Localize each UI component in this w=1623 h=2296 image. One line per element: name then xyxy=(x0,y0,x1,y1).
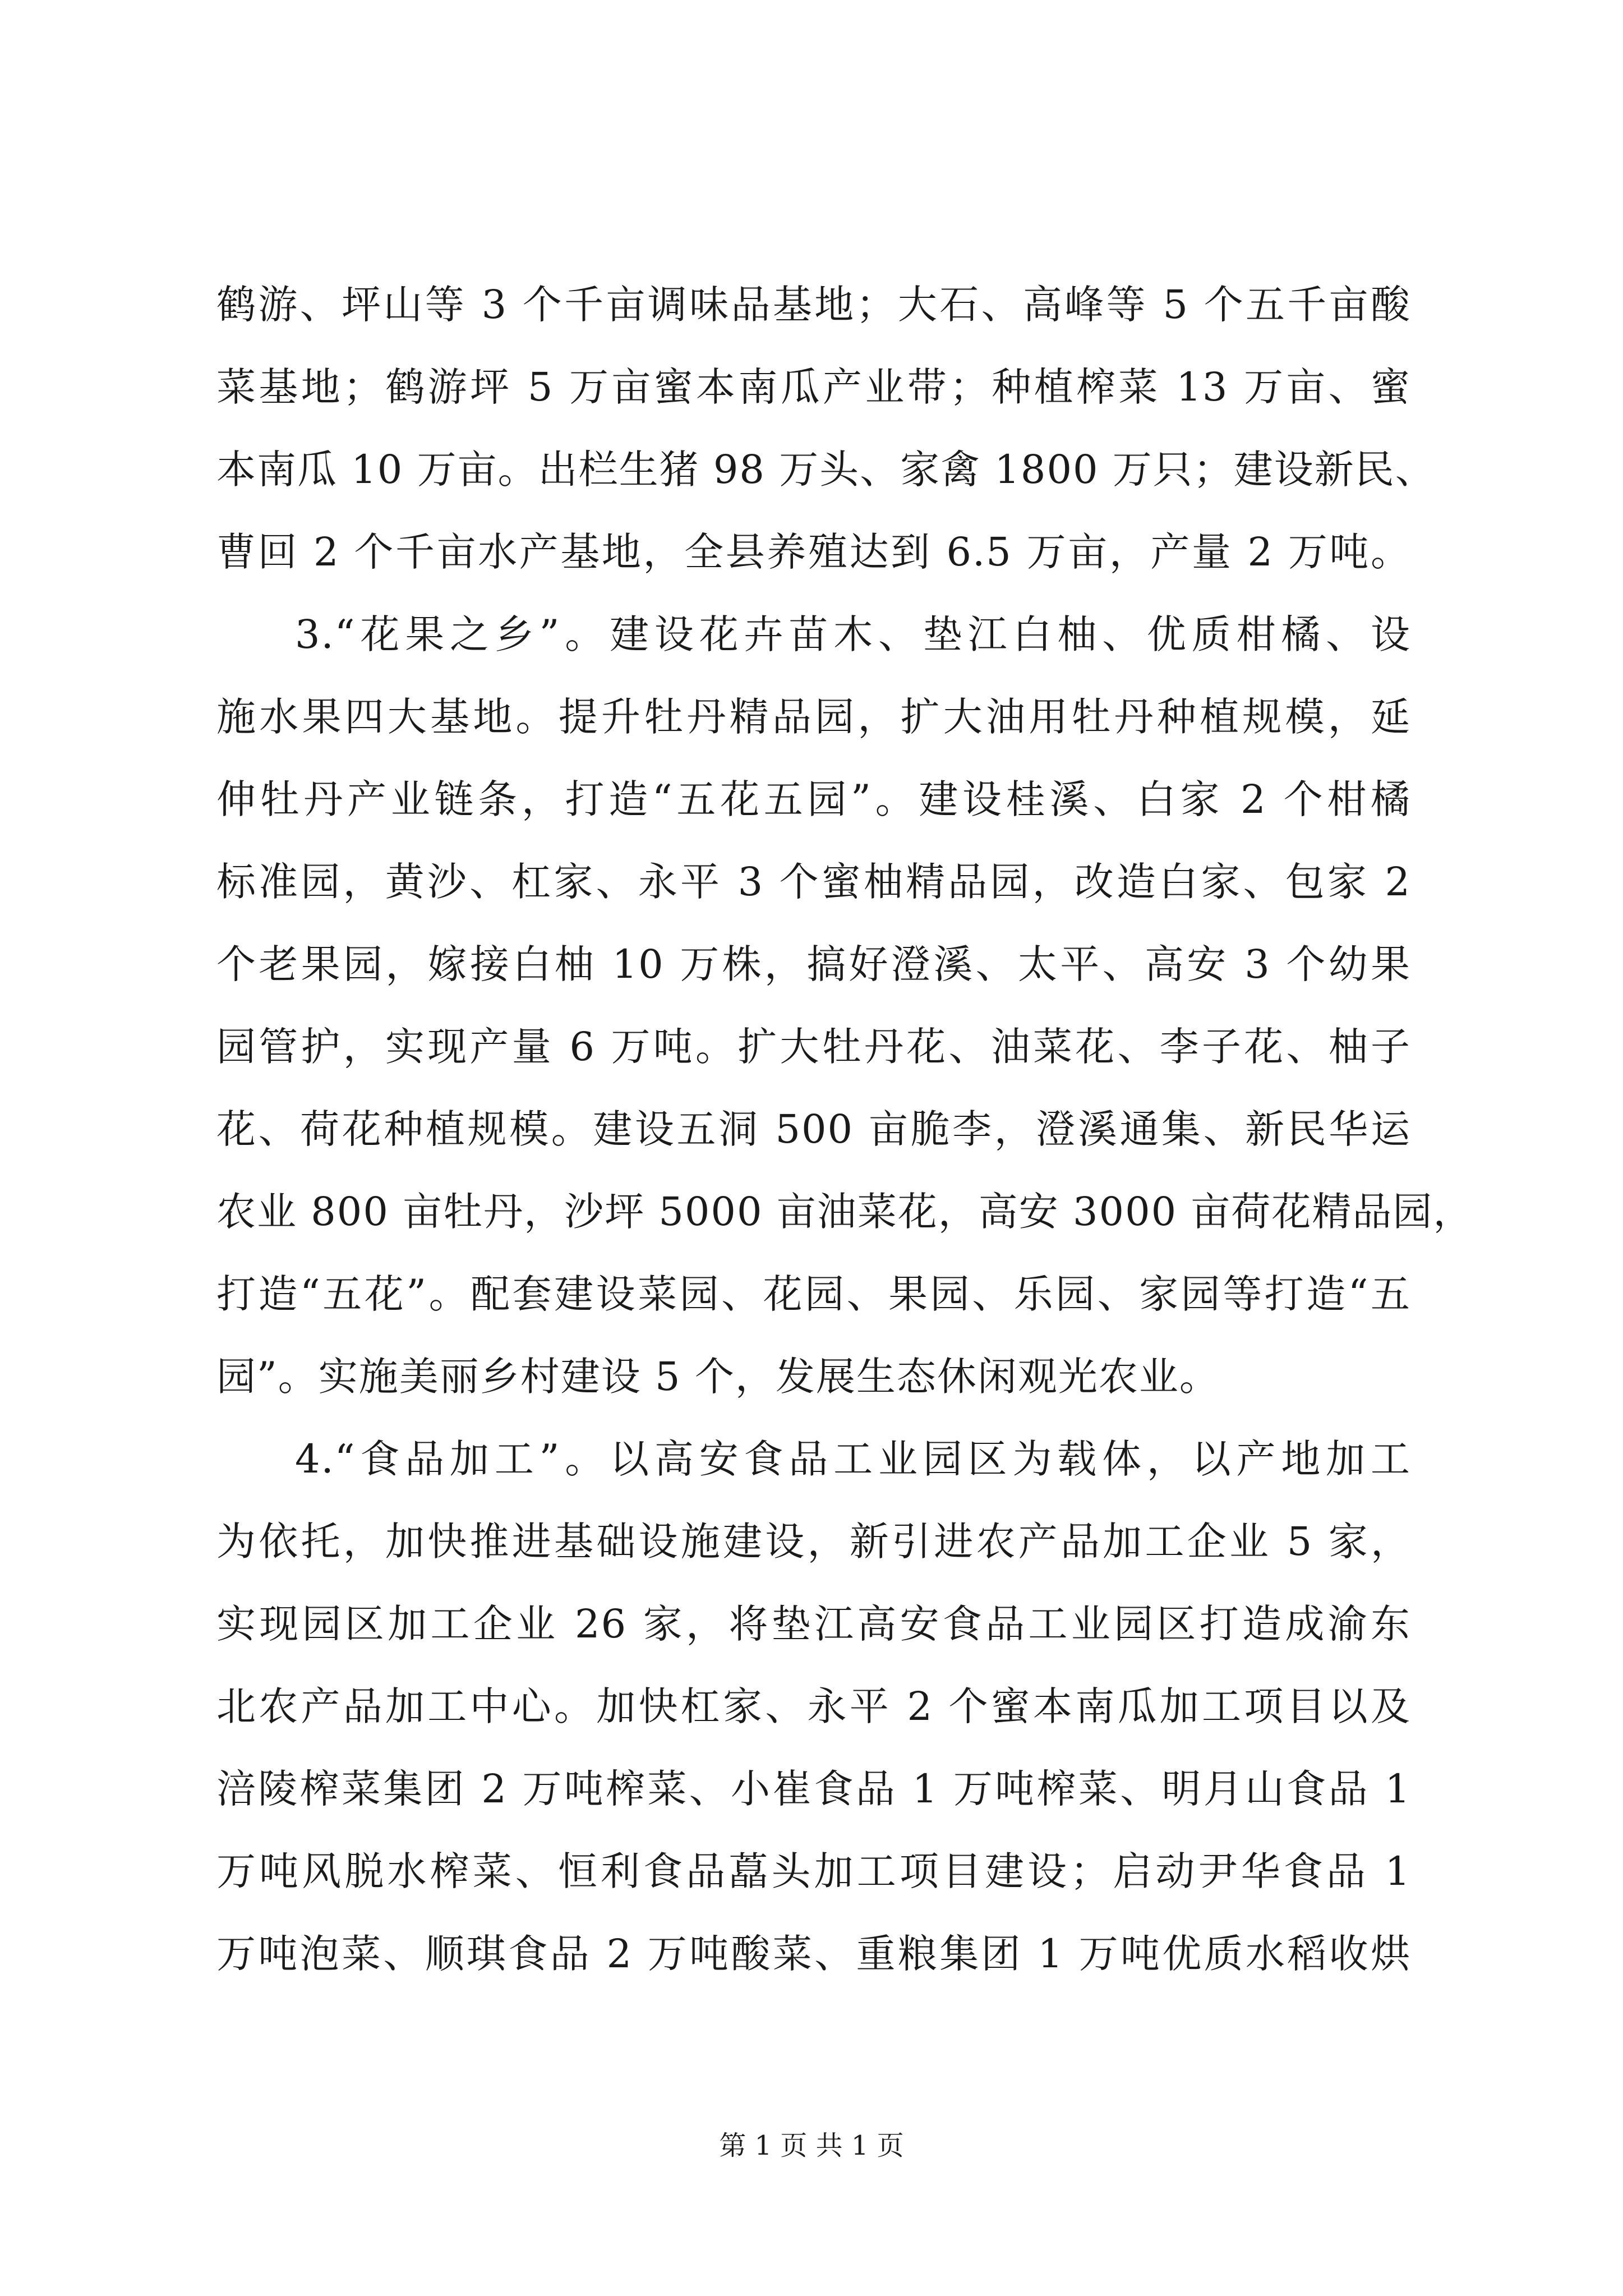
text-line: 曹回 2 个千亩水产基地，全县养殖达到 6.5 万亩，产量 2 万吨。 xyxy=(216,529,1411,575)
text-line: 打造“五花”。配套建设菜园、花园、果园、乐园、家园等打造“五 xyxy=(216,1271,1411,1317)
document-body xyxy=(216,264,1474,1995)
text-line: 万吨泡菜、顺琪食品 2 万吨酸菜、重粮集团 1 万吨优质水稻收烘 xyxy=(216,1931,1411,1977)
page-number-label: 第 1 页 共 1 页 xyxy=(719,2130,904,2161)
text-line: 鹤游、坪山等 3 个千亩调味品基地；大石、高峰等 5 个五千亩酸 xyxy=(216,282,1411,328)
text-line: 个老果园，嫁接白柚 10 万株，搞好澄溪、太平、高安 3 个幼果 xyxy=(216,941,1411,987)
text-line: 万吨风脱水榨菜、恒利食品藠头加工项目建设；启动尹华食品 1 xyxy=(216,1848,1411,1894)
text-line: 3.“花果之乡”。建设花卉苗木、垫江白柚、优质柑橘、设 xyxy=(295,611,1411,657)
text-line: 园管护，实现产量 6 万吨。扩大牡丹花、油菜花、李子花、柚子 xyxy=(216,1024,1411,1070)
text-line: 涪陵榨菜集团 2 万吨榨菜、小崔食品 1 万吨榨菜、明月山食品 1 xyxy=(216,1766,1411,1812)
text-line: 农业 800 亩牡丹，沙坪 5000 亩油菜花，高安 3000 亩荷花精品园， xyxy=(216,1189,1474,1235)
text-line: 花、荷花种植规模。建设五洞 500 亩脆李，澄溪通集、新民华运 xyxy=(216,1106,1411,1152)
page-footer xyxy=(0,2129,1623,2162)
text-line: 为依托，加快推进基础设施建设，新引进农产品加工企业 5 家， xyxy=(216,1519,1411,1565)
text-line: 园”。实施美丽乡村建设 5 个，发展生态休闲观光农业。 xyxy=(216,1354,1220,1400)
text-line: 实现园区加工企业 26 家，将垫江高安食品工业园区打造成渝东 xyxy=(216,1601,1411,1647)
text-line: 4.“食品加工”。以高安食品工业园区为载体，以产地加工 xyxy=(295,1436,1411,1482)
text-line: 北农产品加工中心。加快杠家、永平 2 个蜜本南瓜加工项目以及 xyxy=(216,1683,1411,1729)
text-line: 标准园，黄沙、杠家、永平 3 个蜜柚精品园，改造白家、包家 2 xyxy=(216,859,1411,905)
text-line: 施水果四大基地。提升牡丹精品园，扩大油用牡丹种植规模，延 xyxy=(216,694,1411,740)
text-line: 伸牡丹产业链条，打造“五花五园”。建设桂溪、白家 2 个柑橘 xyxy=(216,776,1411,822)
text-line: 本南瓜 10 万亩。出栏生猪 98 万头、家禽 1800 万只；建设新民、 xyxy=(216,447,1436,493)
text-line: 菜基地；鹤游坪 5 万亩蜜本南瓜产业带；种植榨菜 13 万亩、蜜 xyxy=(216,364,1411,410)
